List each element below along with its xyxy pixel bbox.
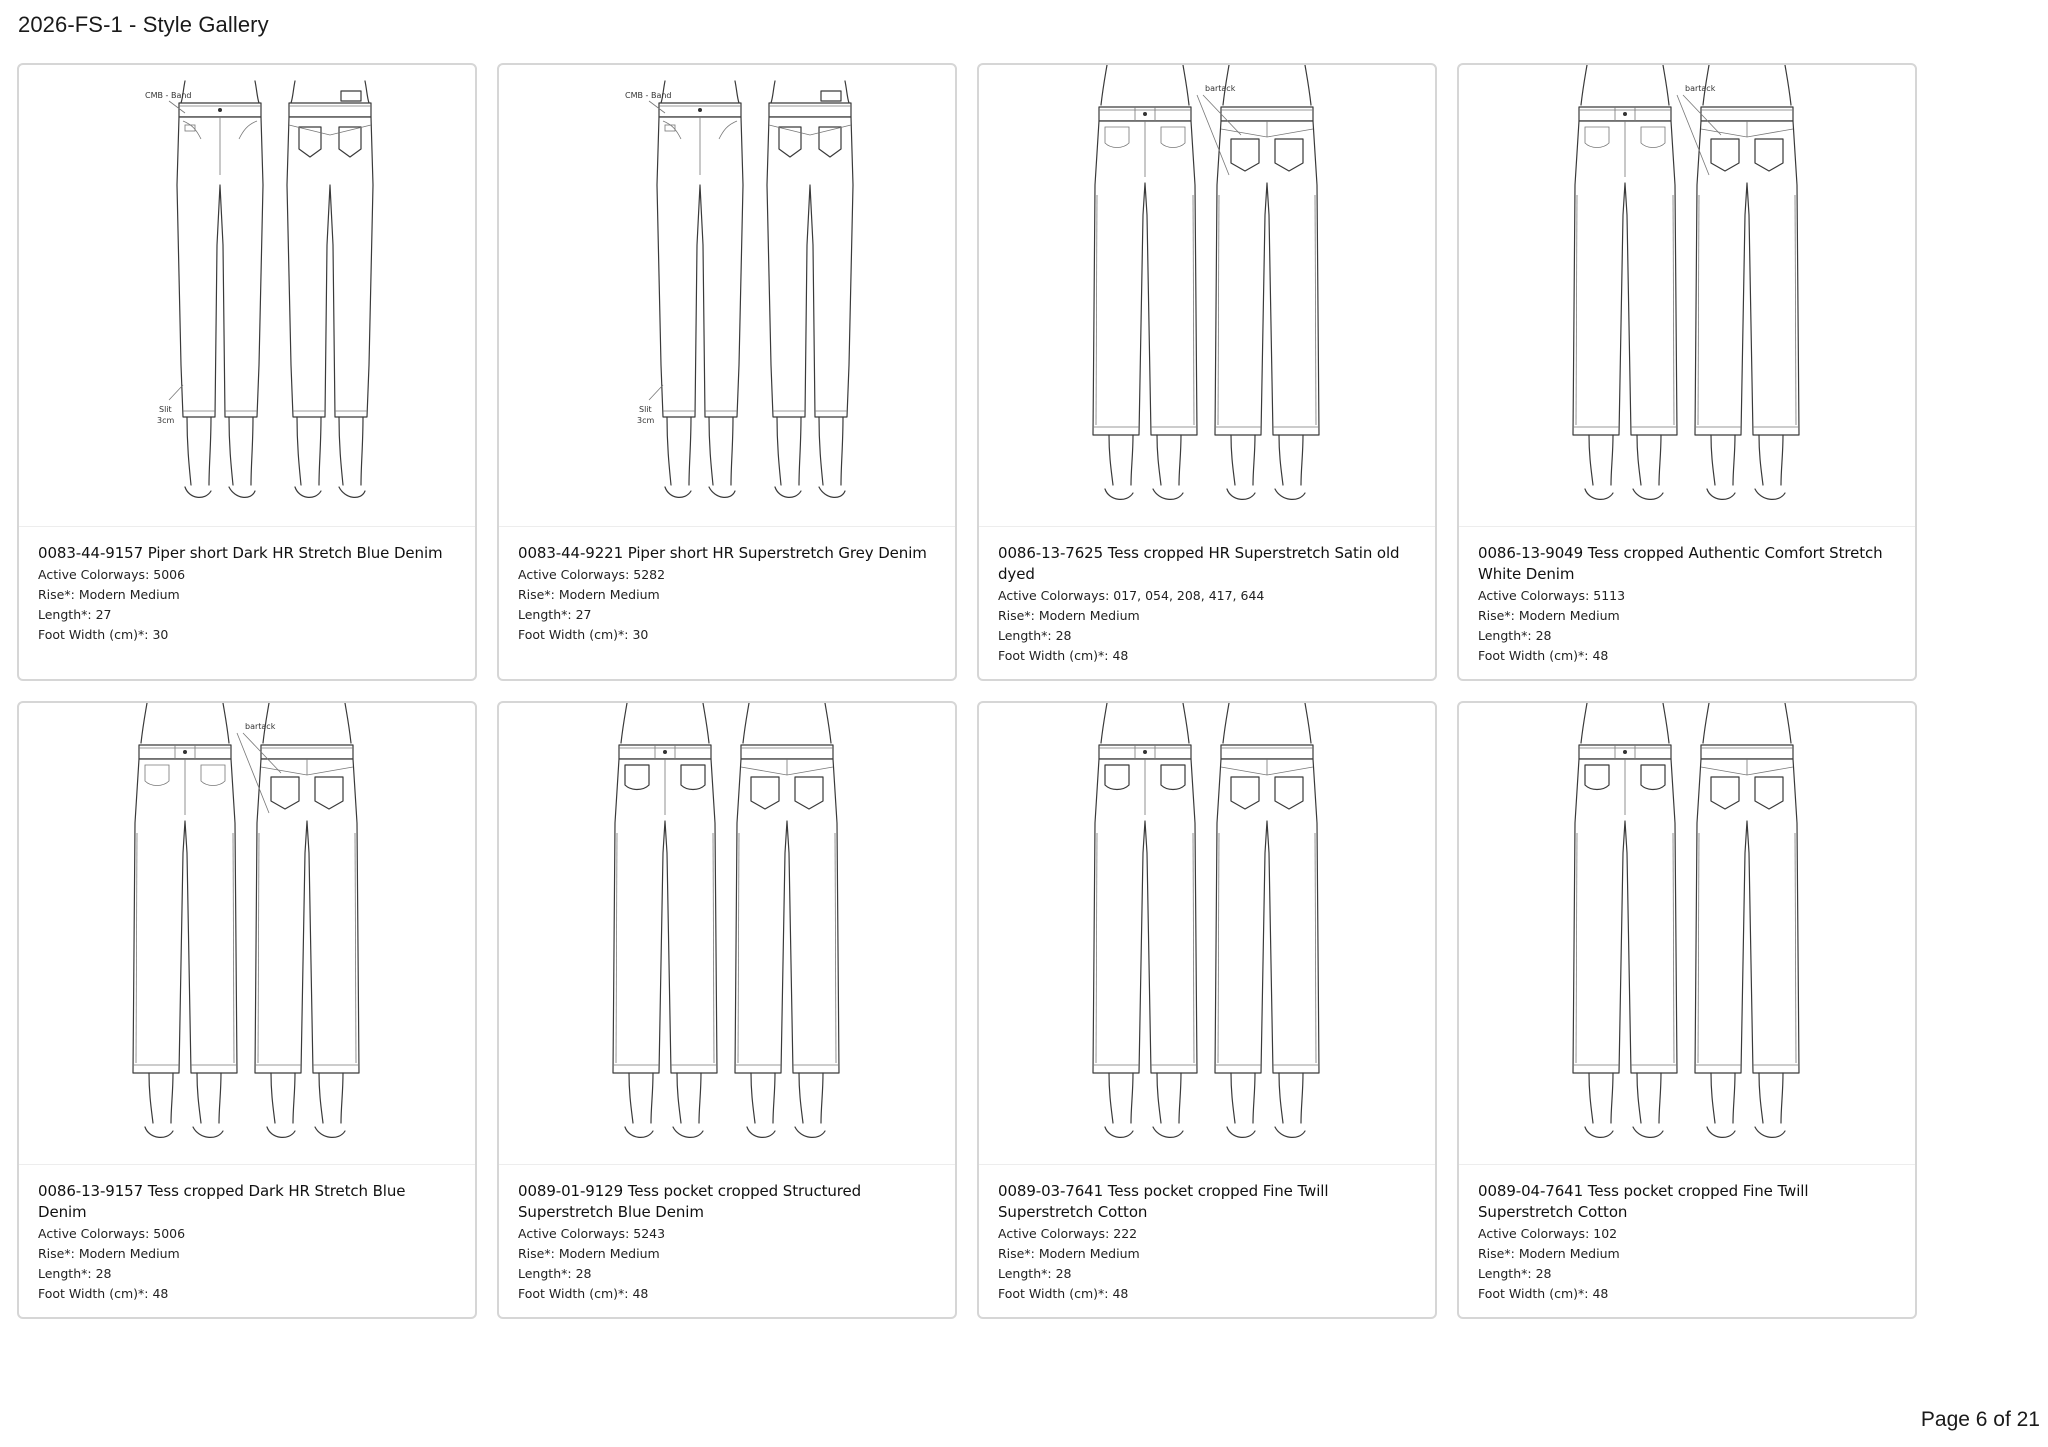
style-gallery-grid: [17, 63, 1917, 1319]
foot-width-label: Foot Width (cm)*:: [38, 1286, 149, 1301]
colorways-row: [518, 565, 935, 585]
style-sketch[interactable]: [499, 703, 955, 1163]
length-row: [38, 605, 455, 625]
technical-sketch: [1459, 703, 1915, 1163]
length-row: [998, 626, 1415, 646]
style-card[interactable]: [17, 63, 477, 681]
foot-width-label: Foot Width (cm)*:: [998, 1286, 1109, 1301]
length-row: [518, 1264, 935, 1284]
rise-value: Modern Medium: [1518, 608, 1620, 623]
style-info: [979, 1164, 1435, 1304]
style-sketch[interactable]: [979, 65, 1435, 525]
style-name[interactable]: 0086-13-7625 Tess cropped HR Superstretch Satin old dyed: [998, 544, 1400, 583]
foot-width-value: 30: [632, 627, 649, 642]
rise-row: [38, 585, 455, 605]
style-name[interactable]: 0086-13-9049 Tess cropped Authentic Comfort Stretch White Denim: [1478, 544, 1883, 583]
foot-width-value: 48: [1112, 1286, 1129, 1301]
colorways-value: 5243: [633, 1226, 666, 1241]
length-value: 28: [1055, 1266, 1072, 1281]
colorways-row: [518, 1224, 935, 1244]
style-card[interactable]: [977, 63, 1437, 681]
colorways-row: [1478, 586, 1895, 606]
foot-width-value: 48: [1112, 648, 1129, 663]
style-info: [19, 1164, 475, 1304]
technical-sketch: [499, 703, 955, 1163]
style-card[interactable]: [1457, 701, 1917, 1319]
length-value: 28: [1535, 1266, 1552, 1281]
rise-value: Modern Medium: [558, 587, 660, 602]
length-value: 27: [95, 607, 112, 622]
length-row: [1478, 626, 1895, 646]
rise-label: Rise*:: [1478, 1246, 1515, 1261]
annotation-slit-size: 3cm: [637, 416, 655, 425]
colorways-value: 222: [1113, 1226, 1138, 1241]
colorways-value: 5282: [633, 567, 666, 582]
style-name[interactable]: 0089-01-9129 Tess pocket cropped Structured Superstretch Blue Denim: [518, 1182, 862, 1221]
rise-row: [38, 1244, 455, 1264]
foot-width-value: 48: [152, 1286, 169, 1301]
rise-label: Rise*:: [518, 587, 555, 602]
length-value: 28: [1535, 628, 1552, 643]
annotation-bartack: bartack: [1205, 84, 1236, 93]
annotation-slit-size: 3cm: [157, 416, 175, 425]
length-label: Length*:: [38, 1266, 92, 1281]
colorways-label: Active Colorways:: [1478, 588, 1590, 603]
foot-width-label: Foot Width (cm)*:: [998, 648, 1109, 663]
length-value: 28: [1055, 628, 1072, 643]
colorways-label: Active Colorways:: [518, 1226, 630, 1241]
style-name[interactable]: 0086-13-9157 Tess cropped Dark HR Stretch Blue Denim: [38, 1182, 406, 1221]
foot-width-row: [1478, 646, 1895, 666]
colorways-label: Active Colorways:: [998, 1226, 1110, 1241]
colorways-value: 5113: [1593, 588, 1626, 603]
annotation-slit: Slit: [159, 405, 172, 414]
rise-row: [998, 1244, 1415, 1264]
annotation-band: CMB - Band: [625, 91, 672, 100]
technical-sketch: [979, 65, 1435, 525]
rise-label: Rise*:: [38, 1246, 75, 1261]
rise-row: [1478, 1244, 1895, 1264]
colorways-row: [998, 586, 1415, 606]
style-card[interactable]: [17, 701, 477, 1319]
rise-row: [1478, 606, 1895, 626]
colorways-value: 5006: [153, 567, 186, 582]
style-card[interactable]: [1457, 63, 1917, 681]
style-name[interactable]: 0083-44-9221 Piper short HR Superstretch Grey Denim: [518, 544, 927, 562]
technical-sketch: [1459, 65, 1915, 525]
foot-width-row: [998, 646, 1415, 666]
foot-width-row: [998, 1284, 1415, 1304]
foot-width-row: [1478, 1284, 1895, 1304]
page-title: 2026-FS-1 - Style Gallery: [18, 12, 269, 37]
length-label: Length*:: [518, 1266, 572, 1281]
rise-label: Rise*:: [998, 608, 1035, 623]
foot-width-label: Foot Width (cm)*:: [518, 627, 629, 642]
colorways-label: Active Colorways:: [38, 567, 150, 582]
rise-label: Rise*:: [38, 587, 75, 602]
foot-width-value: 48: [632, 1286, 649, 1301]
style-card[interactable]: [497, 701, 957, 1319]
rise-label: Rise*:: [518, 1246, 555, 1261]
colorways-label: Active Colorways:: [998, 588, 1110, 603]
foot-width-label: Foot Width (cm)*:: [518, 1286, 629, 1301]
length-value: 27: [575, 607, 592, 622]
technical-sketch: [979, 703, 1435, 1163]
length-row: [1478, 1264, 1895, 1284]
length-value: 28: [95, 1266, 112, 1281]
technical-sketch: [19, 703, 475, 1163]
rise-value: Modern Medium: [1038, 608, 1140, 623]
foot-width-value: 48: [1592, 1286, 1609, 1301]
colorways-label: Active Colorways:: [38, 1226, 150, 1241]
rise-value: Modern Medium: [1518, 1246, 1620, 1261]
style-info: [1459, 526, 1915, 666]
colorways-value: 017, 054, 208, 417, 644: [1113, 588, 1265, 603]
length-row: [518, 605, 935, 625]
style-info: [19, 526, 475, 645]
style-info: [979, 526, 1435, 666]
colorways-row: [38, 1224, 455, 1244]
rise-value: Modern Medium: [78, 1246, 180, 1261]
technical-sketch: [499, 65, 955, 525]
style-sketch[interactable]: [499, 65, 955, 525]
style-card[interactable]: [977, 701, 1437, 1319]
style-sketch[interactable]: [1459, 703, 1915, 1163]
style-sketch[interactable]: [979, 703, 1435, 1163]
foot-width-row: [518, 625, 935, 645]
colorways-row: [38, 565, 455, 585]
length-label: Length*:: [998, 1266, 1052, 1281]
length-row: [998, 1264, 1415, 1284]
foot-width-row: [38, 1284, 455, 1304]
style-name[interactable]: 0089-03-7641 Tess pocket cropped Fine Twill Superstretch Cotton: [998, 1182, 1329, 1221]
style-card[interactable]: [497, 63, 957, 681]
foot-width-label: Foot Width (cm)*:: [1478, 648, 1589, 663]
foot-width-label: Foot Width (cm)*:: [38, 627, 149, 642]
length-label: Length*:: [518, 607, 572, 622]
rise-row: [518, 585, 935, 605]
length-label: Length*:: [1478, 1266, 1532, 1281]
style-info: [499, 526, 955, 645]
style-sketch[interactable]: [19, 703, 475, 1163]
style-sketch[interactable]: [19, 65, 475, 525]
length-row: [38, 1264, 455, 1284]
style-sketch[interactable]: [1459, 65, 1915, 525]
colorways-label: Active Colorways:: [518, 567, 630, 582]
annotation-band: CMB - Band: [145, 91, 192, 100]
annotation-bartack: bartack: [245, 722, 276, 731]
page-number: Page 6 of 21: [1920, 1408, 2040, 1431]
foot-width-row: [518, 1284, 935, 1304]
style-info: [1459, 1164, 1915, 1304]
annotation-bartack: bartack: [1685, 84, 1716, 93]
length-value: 28: [575, 1266, 592, 1281]
length-label: Length*:: [38, 607, 92, 622]
length-label: Length*:: [1478, 628, 1532, 643]
rise-value: Modern Medium: [558, 1246, 660, 1261]
rise-value: Modern Medium: [78, 587, 180, 602]
colorways-row: [1478, 1224, 1895, 1244]
foot-width-row: [38, 625, 455, 645]
rise-row: [998, 606, 1415, 626]
foot-width-label: Foot Width (cm)*:: [1478, 1286, 1589, 1301]
colorways-row: [998, 1224, 1415, 1244]
style-name[interactable]: 0089-04-7641 Tess pocket cropped Fine Twill Superstretch Cotton: [1478, 1182, 1809, 1221]
style-name[interactable]: 0083-44-9157 Piper short Dark HR Stretch Blue Denim: [38, 544, 443, 562]
length-label: Length*:: [998, 628, 1052, 643]
rise-row: [518, 1244, 935, 1264]
rise-label: Rise*:: [998, 1246, 1035, 1261]
annotation-slit: Slit: [639, 405, 652, 414]
technical-sketch: [19, 65, 475, 525]
colorways-label: Active Colorways:: [1478, 1226, 1590, 1241]
colorways-value: 5006: [153, 1226, 186, 1241]
rise-value: Modern Medium: [1038, 1246, 1140, 1261]
foot-width-value: 48: [1592, 648, 1609, 663]
rise-label: Rise*:: [1478, 608, 1515, 623]
colorways-value: 102: [1593, 1226, 1618, 1241]
style-info: [499, 1164, 955, 1304]
foot-width-value: 30: [152, 627, 169, 642]
